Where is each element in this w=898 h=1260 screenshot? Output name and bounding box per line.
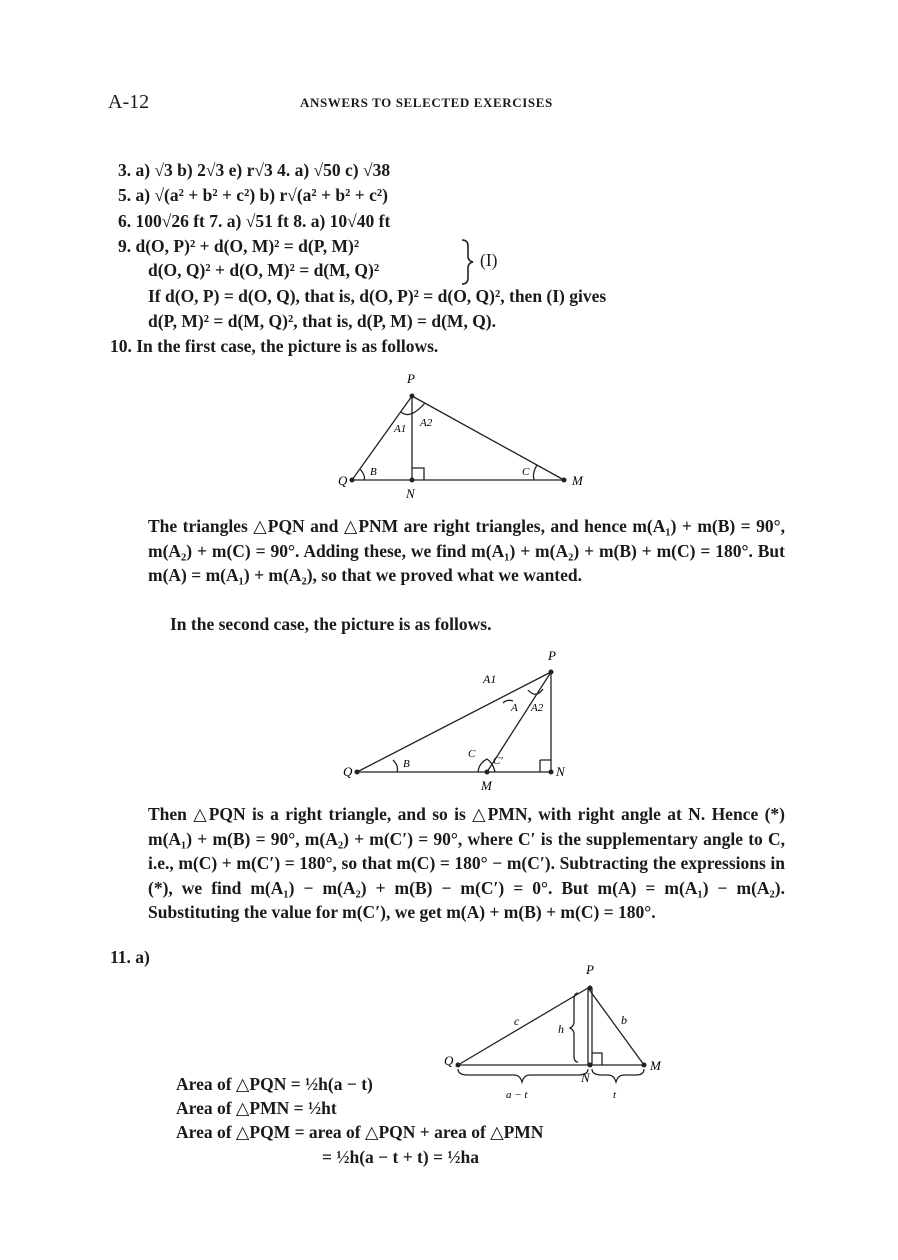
answer-line-9a: 9. d(O, P)² + d(O, M)² = d(P, M)² — [118, 236, 360, 256]
area-line-pqm: Area of △PQM = area of △PQN + area of △PMN — [176, 1122, 544, 1142]
label-b: b — [621, 1013, 627, 1027]
label-h: h — [558, 1022, 564, 1036]
paragraph-second-case-intro: In the second case, the picture is as follows. — [170, 614, 492, 634]
area-line-pmn: Area of △PMN = ½ht — [176, 1098, 337, 1118]
label-Q: Q — [338, 473, 348, 488]
label-Q: Q — [444, 1053, 454, 1068]
figure-3 — [440, 958, 670, 1108]
answer-line-9b: d(O, Q)² + d(O, M)² = d(M, Q)² — [148, 260, 380, 280]
paragraph-first-case: The triangles △PQN and △PNM are right triangles, and hence m(A₁) + m(B) = 90°, m(A₂) + m(C) = 90°. Adding these, we find m(A₁) + m(A₂) + m(B) + m(C) = 180°. But m(A) = m(A₁) + m(A₂), so that we proved what we wanted. — [148, 516, 785, 586]
answer-line-9d: d(P, M)² = d(M, Q)², that is, d(P, M) = d(M, Q). — [148, 311, 497, 331]
label-c: c — [514, 1014, 520, 1028]
equation-label: (I) — [480, 250, 498, 270]
label-N: N — [406, 486, 415, 501]
label-C-prime: C′ — [493, 755, 503, 767]
answer-line-6-8: 6. 100√26 ft 7. a) √51 ft 8. a) 10√40 ft — [118, 211, 391, 231]
label-C: C — [468, 748, 476, 760]
label-P: P — [407, 371, 415, 386]
answer-line-3-4: 3. a) √3 b) 2√3 e) r√3 4. a) √50 c) √38 — [118, 160, 391, 180]
label-t: t — [613, 1089, 617, 1101]
label-A1: A1 — [483, 672, 497, 686]
answer-line-9c: If d(O, P) = d(O, Q), that is, d(O, P)² = d(O, Q)², then (I) gives — [148, 286, 607, 306]
label-P: P — [548, 648, 556, 663]
figure-2 — [335, 645, 585, 790]
label-a-minus-t: a − t — [506, 1089, 528, 1101]
page-number: A-12 — [108, 91, 150, 113]
area-line-result: = ½h(a − t + t) = ½ha — [322, 1147, 480, 1167]
label-A2: A2 — [531, 702, 544, 714]
label-B: B — [370, 466, 377, 478]
label-C: C — [522, 466, 530, 478]
label-N: N — [556, 764, 565, 779]
label-P: P — [586, 962, 594, 977]
answer-line-5: 5. a) √(a² + b² + c²) b) r√(a² + b² + c²) — [118, 185, 388, 205]
label-A: A — [511, 702, 518, 714]
label-B: B — [403, 758, 410, 770]
label-M: M — [572, 473, 583, 488]
paragraph-second-case: Then △PQN is a right triangle, and so is △PMN, with right angle at N. Hence (*) m(A₁) + m(B) = 90°, m(A₂) + m(C′) = 90°, where C′ is the supplementary angle to C, i.e., m(C) + m(C′) = 180°, so that m(C) = 180° − m(C′). Subtracting the expressions in (*), we find m(A₁) − m(A₂) + m(B) − m(C′) = 0°. But m(A) = m(A₁) − m(A₂). Substituting the value for m(C′), we get m(A) + m(B) + m(C) = 180°. — [148, 804, 785, 923]
label-A2: A2 — [420, 417, 433, 429]
exercise-11-label: 11. a) — [110, 947, 150, 967]
figure-1 — [330, 368, 600, 503]
label-Q: Q — [343, 764, 353, 779]
label-A1: A1 — [394, 423, 407, 435]
brace-icon — [458, 238, 478, 286]
running-head: ANSWERS TO SELECTED EXERCISES — [300, 95, 553, 110]
area-line-pqn: Area of △PQN = ½h(a − t) — [176, 1074, 373, 1094]
answer-line-10: 10. In the first case, the picture is as follows. — [110, 336, 439, 356]
label-M: M — [481, 778, 492, 790]
label-N: N — [581, 1070, 590, 1085]
label-M: M — [650, 1058, 661, 1073]
